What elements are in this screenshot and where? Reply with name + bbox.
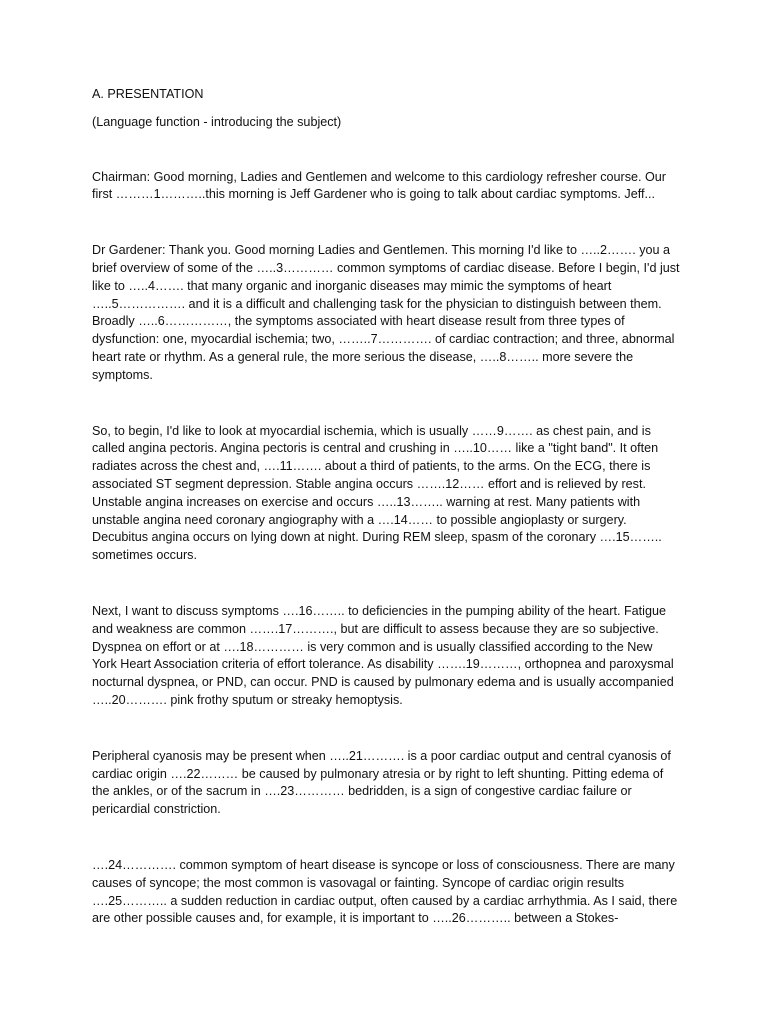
paragraph-myocardial-ischemia: So, to begin, I'd like to look at myocardial ischemia, which is usually ……9……. as chest pain, and is called angina pectoris. Angina pectoris is central and crushing in …..10…… like a "tight band". It often radiates across the chest and, ….11……. about a third of patients, to the arms. On the ECG, there is associated ST segment depression. Stable angina occurs …….12…… effort and is relieved by rest. Unstable angina increases on exercise and occurs …..13…….. warning at rest. Many patients with unstable angina need coronary angiography with a ….14…… to possible angioplasty or surgery. Decubitus angina occurs on lying down at night. During REM sleep, spasm of the coronary ….15…….. sometimes occurs. (92, 423, 662, 563)
document-body (92, 86, 680, 928)
paragraph-syncope: ….24…………. common symptom of heart disease is syncope or loss of consciousness. There are many causes of syncope; the most common is vasovagal or fainting. Syncope of cardiac origin results ….25……….. a sudden reduction in cardiac output, often caused by a cardiac arrhythmia. As I said, there are other possible causes and, for example, it is important to …..26……….. between a Stokes- (92, 857, 678, 926)
section-heading: A. PRESENTATION (92, 87, 204, 101)
paragraph-pumping-deficiency: Next, I want to discuss symptoms ….16…….. to deficiencies in the pumping ability of the heart. Fatigue and weakness are common …….17………., but are difficult to assess because they are so subjective. Dyspnea on effort or at ….18………… is very common and is usually classified according to the New York Heart Association criteria of effort tolerance. As disability …….19………, orthopnea and paroxysmal nocturnal dyspnea, or PND, can occur. PND is caused by pulmonary edema and is usually accompanied …..20………. pink frothy sputum or streaky hemoptysis. (92, 603, 674, 707)
paragraph-gardener-overview: Dr Gardener: Thank you. Good morning Ladies and Gentlemen. This morning I'd like to …..2……. you a brief overview of some of the …..3………… common symptoms of cardiac disease. Before I begin, I'd just like to …..4……. that many organic and inorganic diseases may mimic the symptoms of heart …..5……………. and it is a difficult and challenging task for the physician to distinguish between them. Broadly …..6……………, the symptoms associated with heart disease result from three types of dysfunction: one, myocardial ischemia; two, ……..7…………. of cardiac contraction; and three, abnormal heart rate or rhythm. As a general rule, the more serious the disease, …..8…….. more severe the symptoms. (92, 243, 680, 382)
paragraph-chairman-intro: Chairman: Good morning, Ladies and Gentlemen and welcome to this cardiology refresher course. Our first ………1………..this morning is Jeff Gardener who is going to talk about cardiac symptoms. Jeff... (92, 169, 667, 202)
section-subheading: (Language function - introducing the subject) (92, 114, 342, 129)
paragraph-cyanosis-edema: Peripheral cyanosis may be present when …..21………. is a poor cardiac output and central cyanosis of cardiac origin ….22……… be caused by pulmonary atresia or by right to left shunting. Pitting edema of the ankles, or of the sacrum in ….23………… bedridden, is a sign of congestive cardiac failure or pericardial constriction. (92, 748, 671, 817)
